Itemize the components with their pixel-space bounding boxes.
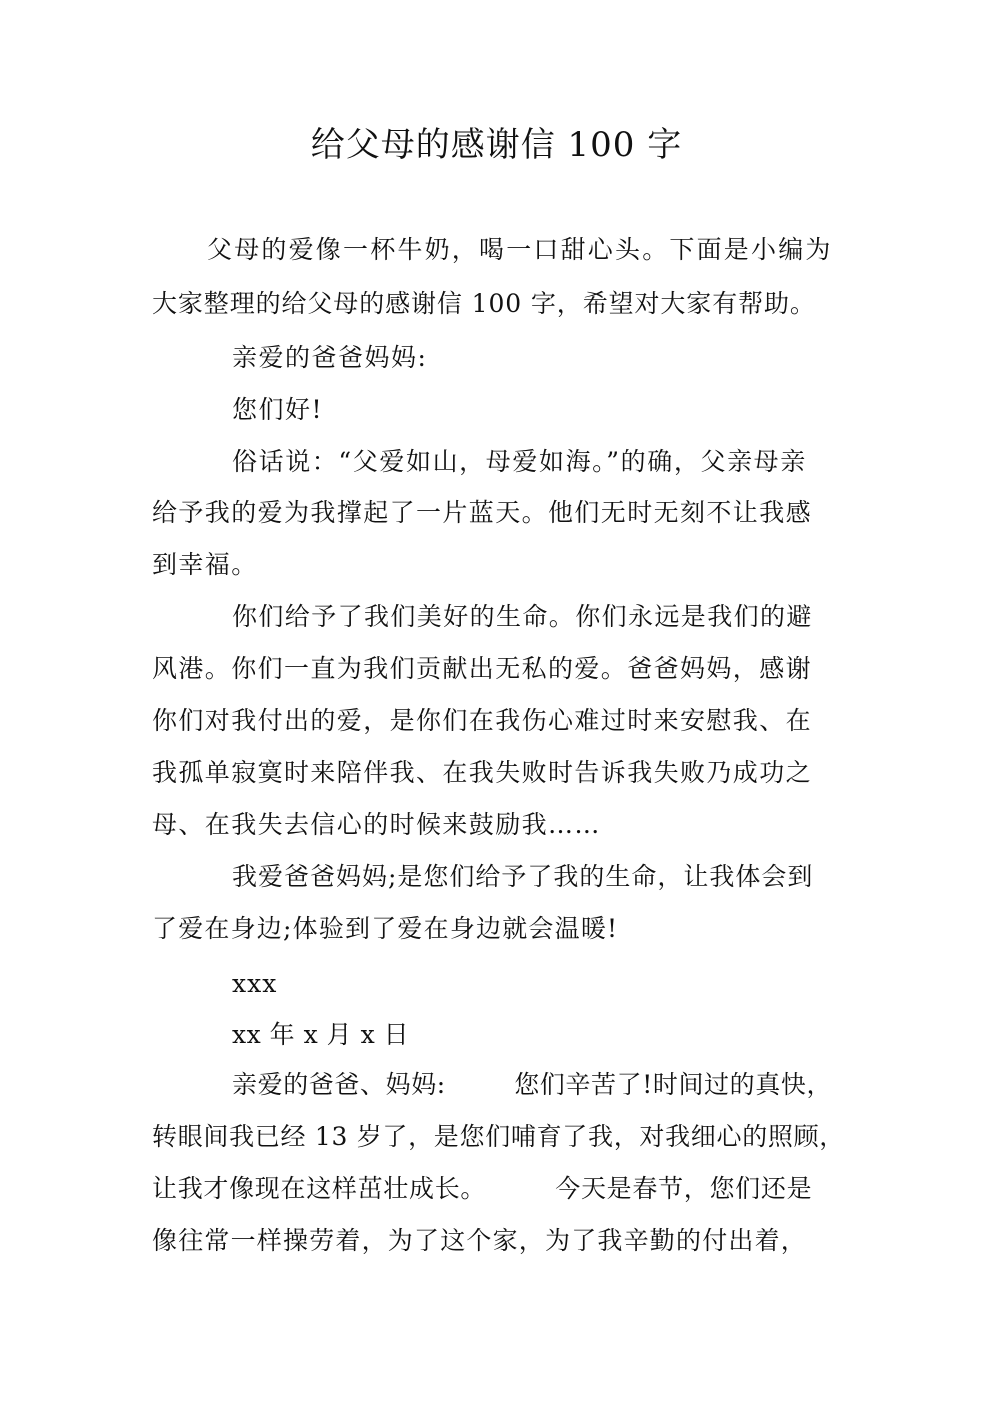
paragraph-line: 转眼间我已经 13 岁了，是您们哺育了我，对我细心的照顾， [152, 1122, 846, 1151]
greeting-line: 亲爱的爸爸妈妈: [232, 343, 428, 372]
paragraph-line: 大家整理的给父母的感谢信 100 字，希望对大家有帮助。 [152, 289, 816, 318]
document-title: 给父母的感谢信 100 字 [310, 125, 683, 165]
paragraph-line: 风港。你们一直为我们贡献出无私的爱。爸爸妈妈，感谢 [152, 654, 813, 683]
paragraph-line: 你们对我付出的爱，是你们在我伤心难过时来安慰我、在 [152, 706, 813, 735]
paragraph-line: 到幸福。 [152, 550, 258, 579]
paragraph-line: 我爱爸爸妈妈;是您们给予了我的生命，让我体会到 [232, 862, 814, 891]
paragraph-line: 我孤单寂寞时来陪伴我、在我失败时告诉我失败乃成功之 [152, 758, 813, 787]
signature-line: xxx [232, 969, 278, 998]
paragraph-line: 让我才像现在这样茁壮成长。 今天是春节，您们还是 [152, 1174, 813, 1203]
paragraph-line: 像往常一样操劳着，为了这个家，为了我辛勤的付出着， [152, 1226, 808, 1255]
paragraph-line: 母、在我失去信心的时候来鼓励我…… [152, 810, 601, 839]
paragraph-line: 给予我的爱为我撑起了一片蓝天。他们无时无刻不让我感 [152, 498, 813, 527]
paragraph-line: 父母的爱像一杯牛奶，喝一口甜心头。下面是小编为 [207, 235, 833, 264]
paragraph-line: 俗话说：“父爱如山，母爱如海。”的确，父亲母亲 [232, 447, 807, 476]
paragraph-line: 亲爱的爸爸、妈妈: 您们辛苦了!时间过的真快， [232, 1070, 833, 1099]
date-line: xx 年 x 月 x 日 [232, 1020, 410, 1049]
paragraph-line: 你们给予了我们美好的生命。你们永远是我们的避 [232, 602, 813, 631]
greeting-line: 您们好! [232, 395, 324, 424]
paragraph-line: 了爱在身边;体验到了爱在身边就会温暖! [152, 914, 619, 943]
